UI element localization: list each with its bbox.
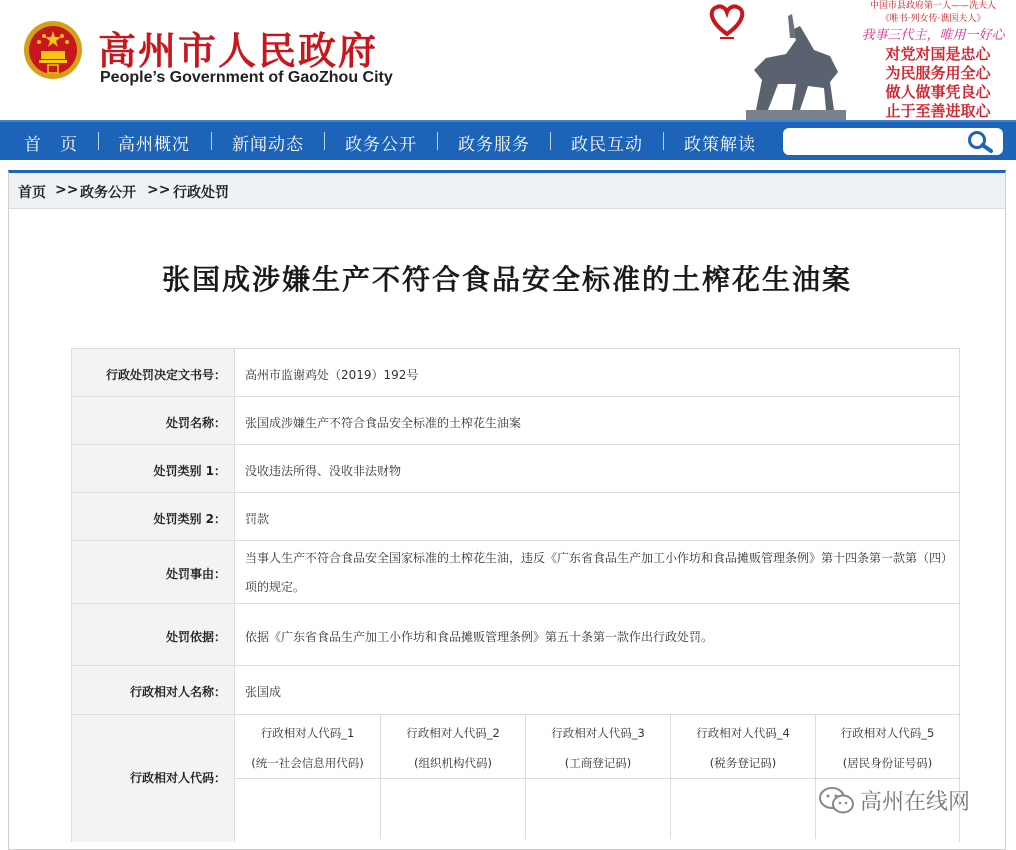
row-label: 行政相对人名称： bbox=[129, 685, 226, 699]
breadcrumb-gov-affairs[interactable]: 政务公开 bbox=[80, 185, 136, 201]
row-label-cell bbox=[72, 541, 235, 603]
row-label-cell bbox=[72, 445, 235, 492]
slogan-quote: 我事三代主，唯用一好心 bbox=[861, 28, 1005, 43]
code-value-cell bbox=[671, 779, 816, 839]
national-emblem-icon bbox=[22, 19, 84, 81]
row-label: 处罚事由： bbox=[165, 567, 226, 581]
row-value: 依据《广东省食品生产加工小作坊和食品摊贩管理条例》第五十条第一款作出行政处罚。 bbox=[245, 630, 714, 644]
row-value: 当事人生产不符合食品安全国家标准的土榨花生油，违反《广东省食品生产加工小作坊和食品摊贩管理条例》第十四条第一款第（四）项的规定。 bbox=[245, 551, 954, 594]
code-value-cell bbox=[526, 779, 671, 839]
row-label: 行政处罚决定文书号： bbox=[105, 368, 226, 382]
code-desc: (居民身份证号码) bbox=[842, 756, 933, 770]
wechat-icon bbox=[818, 786, 856, 816]
table-row bbox=[71, 444, 960, 493]
code-header-1 bbox=[235, 715, 381, 779]
row-label: 处罚依据： bbox=[165, 630, 226, 644]
slogan-line: 做人做事凭良心 bbox=[885, 83, 991, 101]
table-row bbox=[71, 348, 960, 397]
table-row bbox=[71, 396, 960, 445]
table-row bbox=[71, 665, 960, 715]
code-desc: (工商登记码) bbox=[564, 756, 632, 770]
code-name: 行政相对人代码_4 bbox=[696, 726, 790, 740]
breadcrumb bbox=[9, 173, 1005, 209]
row-label: 处罚类别 2： bbox=[153, 512, 226, 526]
nav-separator bbox=[98, 132, 99, 150]
site-header bbox=[0, 0, 1016, 120]
code-name: 行政相对人代码_1 bbox=[260, 726, 355, 740]
breadcrumb-home[interactable]: 首页 bbox=[18, 185, 46, 201]
code-header-3 bbox=[526, 715, 671, 779]
row-value: 没收违法所得、没收非法财物 bbox=[245, 464, 402, 478]
slogan-line: 对党对国是忠心 bbox=[885, 45, 991, 63]
row-value: 张国成涉嫌生产不符合食品安全标准的土榨花生油案 bbox=[245, 416, 522, 430]
code-name: 行政相对人代码_5 bbox=[840, 726, 935, 740]
row-value: 张国成 bbox=[245, 685, 282, 699]
code-header-5 bbox=[816, 715, 959, 779]
nav-item-overview[interactable]: 高州概况 bbox=[118, 135, 190, 155]
watermark-text: 高州在线网 bbox=[860, 790, 971, 815]
code-value-cell bbox=[381, 779, 526, 839]
slogan-top: 中国市县政府第一人——冼夫人 bbox=[869, 1, 996, 11]
nav-separator bbox=[550, 132, 551, 150]
row-label: 处罚类别 1： bbox=[153, 464, 226, 478]
code-value-cell bbox=[235, 779, 381, 839]
row-label-cell bbox=[72, 493, 235, 540]
table-row bbox=[71, 603, 960, 666]
row-label-cell bbox=[72, 349, 235, 396]
nav-item-policy[interactable]: 政策解读 bbox=[684, 135, 756, 155]
row-label-cell bbox=[72, 397, 235, 444]
statue-image bbox=[726, 10, 856, 120]
code-header-4 bbox=[671, 715, 816, 779]
search-input[interactable] bbox=[783, 128, 1003, 155]
row-label-cell bbox=[72, 666, 235, 714]
table-row bbox=[71, 492, 960, 541]
search-icon[interactable] bbox=[965, 130, 995, 154]
nav-item-home[interactable]: 首 页 bbox=[24, 135, 78, 155]
site-subtitle: People’s Government of GaoZhou City bbox=[100, 69, 393, 86]
slogan-line: 为民服务用全心 bbox=[885, 64, 991, 82]
nav-separator bbox=[324, 132, 325, 150]
row-label-cell bbox=[72, 715, 235, 842]
code-header-2 bbox=[381, 715, 526, 779]
watermark bbox=[814, 783, 1004, 817]
article-title: 张国成涉嫌生产不符合食品安全标准的土榨花生油案 bbox=[161, 263, 852, 296]
code-desc: (组织机构代码) bbox=[414, 756, 492, 770]
nav-separator bbox=[437, 132, 438, 150]
main-nav bbox=[0, 120, 1016, 160]
site-title[interactable]: 高州市人民政府 bbox=[98, 28, 379, 73]
slogan-source: 《唯书·列女传·谯国夫人》 bbox=[880, 14, 986, 24]
breadcrumb-separator: >> bbox=[55, 182, 79, 198]
row-label: 处罚名称： bbox=[165, 416, 226, 430]
code-desc: (统一社会信息用代码) bbox=[251, 756, 364, 770]
slogan-line: 止于至善进取心 bbox=[885, 102, 991, 120]
nav-separator bbox=[663, 132, 664, 150]
breadcrumb-separator: >> bbox=[147, 182, 171, 198]
table-row bbox=[71, 540, 960, 604]
header-banner bbox=[700, 0, 1016, 120]
row-value: 高州市监谢鸡处（2019）192号 bbox=[245, 368, 419, 382]
breadcrumb-penalty[interactable]: 行政处罚 bbox=[173, 185, 229, 201]
code-name: 行政相对人代码_2 bbox=[406, 726, 500, 740]
row-label-cell bbox=[72, 604, 235, 665]
nav-item-gov-services[interactable]: 政务服务 bbox=[458, 135, 530, 155]
row-label: 行政相对人代码： bbox=[129, 771, 226, 785]
nav-item-interaction[interactable]: 政民互动 bbox=[571, 135, 643, 155]
table-row-codes bbox=[71, 714, 960, 842]
code-desc: (税务登记码) bbox=[709, 756, 777, 770]
nav-item-gov-affairs[interactable]: 政务公开 bbox=[345, 135, 417, 155]
row-value: 罚款 bbox=[245, 512, 270, 526]
nav-item-news[interactable]: 新闻动态 bbox=[232, 135, 304, 155]
nav-separator bbox=[211, 132, 212, 150]
code-name: 行政相对人代码_3 bbox=[551, 726, 645, 740]
